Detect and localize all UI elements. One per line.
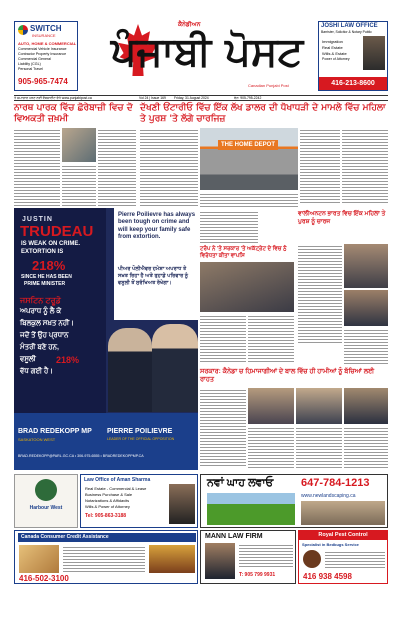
- switch-phone[interactable]: 905-965-7474: [18, 77, 68, 86]
- credit-phone[interactable]: 416-502-3100: [19, 574, 69, 583]
- harbour-west-ad[interactable]: [14, 474, 78, 528]
- ad-mp1: BRAD REDEKOPP MP: [18, 428, 92, 435]
- ad-line3: SINCE HE HAS BEEN: [21, 274, 72, 280]
- switch-brand: SWITCH: [30, 24, 62, 33]
- switch-line-5: Liability (CGL): [18, 62, 41, 66]
- politician-photo-1: [108, 328, 152, 412]
- info-vol: Vol 24 | Issue 169: [139, 96, 166, 100]
- headline-main[interactable]: ਦੱਖਣੀ ਓਂਟਾਰੀਓ ਵਿੱਚ ਇੱਕ ਲੱਖ ਡਾਲਰ ਦੀ ਧੋਖਾਧੜੀ ਦੇ ਮਾਮਲੇ ਵਿੱਚ ਮਹਿਲਾ ਤੇ ਪੁਰਸ਼ 'ਤੇ ਲੱਗੇ ਚਾਰਜਿਜ਼: [140, 103, 386, 124]
- credit-photo: [19, 545, 59, 573]
- ad-mp2: PIERRE POILIEVRE: [107, 428, 173, 435]
- joshi-subtitle: Barrister, Solicitor & Notary Public: [321, 30, 372, 34]
- mann-title: MANN LAW FIRM: [205, 533, 263, 540]
- landscaping-pa: ਨਵਾਂ ਘਾਹ ਲਵਾਓ: [207, 477, 274, 489]
- article-photo-r-4: [248, 388, 294, 424]
- article-text-r-9: [344, 426, 388, 468]
- aman-line-4: Wills & Power of Attorney: [85, 504, 130, 509]
- politician-photo-2: [152, 324, 198, 412]
- article-text-r-6: [200, 388, 246, 468]
- credit-assistance-ad[interactable]: [14, 530, 198, 584]
- joshi-photo: [363, 36, 385, 70]
- headline-right-2[interactable]: ਵਾਲੀਅਨਟਨ ਭਾਰਤ ਵਿਚ ਇੱਕ ਮਹਿਲਾ ਤੇ ਪੁਰਸ਼ ਨੂੰ ਚਾਰਜ: [298, 211, 386, 225]
- switch-sub: INSURANCE: [32, 33, 56, 38]
- article-text-left-1: [14, 128, 60, 208]
- landscaping-ad[interactable]: [200, 474, 388, 528]
- credit-title: Canada Consumer Credit Assistance: [18, 533, 196, 542]
- patio-image: [301, 501, 385, 525]
- royal-phone[interactable]: 416 938 4598: [303, 572, 352, 581]
- home-depot-sign: THE HOME DEPOT: [218, 140, 278, 150]
- landscaping-site[interactable]: www.newlandscaping.ca: [301, 493, 356, 499]
- tagline: Canadian Punjabi Post: [248, 83, 289, 88]
- info-right: ਫੋਨ: 905-795-2242: [234, 96, 262, 100]
- article-photo-r-6: [344, 388, 388, 424]
- article-photo-r-1: [200, 262, 294, 312]
- article-text-r-8: [296, 426, 342, 468]
- ad-pa-2: ਅਪਰਾਧ ਨੂੰ ਲੈ ਕੇ: [20, 308, 62, 315]
- joshi-item-4: Power of Attorney: [322, 57, 350, 61]
- aman-line-2: Business Purchase & Sale: [85, 492, 133, 497]
- article-photo-r-2: [344, 244, 388, 288]
- mann-photo: [205, 543, 235, 579]
- article-photo-r-5: [296, 388, 342, 424]
- royal-sub: Specialist in Bedbugs Service: [302, 542, 359, 547]
- building-icon: [35, 479, 57, 501]
- harbour-west-name: Harbour West: [29, 505, 63, 511]
- ad-pa-7: ਵੱਧ ਗਈ ਹੈ।: [20, 368, 54, 375]
- lawn-image: [207, 493, 295, 525]
- joshi-item-1: Immigration: [322, 39, 343, 44]
- info-left[interactable]: ਤੇ ਸਮਾਚਾਰ ਪੜਣ ਲਈ ਵੈਬਸਾਈਟ ਵੇਖੋ www.punjabipost.ca: [14, 96, 92, 100]
- article-text-left-3: [98, 128, 136, 208]
- ad-trudeau: TRUDEAU: [20, 223, 94, 240]
- switch-line-3: Contractor Property Insurance: [18, 52, 67, 56]
- aman-phone[interactable]: Tel: 905-863-3188: [85, 513, 127, 519]
- article-text-r-3: [248, 314, 294, 364]
- article-photo-left: [62, 128, 96, 162]
- ad-pa-4: ਜਦੋਂ ਤੋਂ ਉਹ ਪ੍ਰਧਾਨ: [20, 332, 69, 339]
- article-text-r-7: [248, 426, 294, 468]
- aman-photo: [169, 484, 195, 524]
- ad-contact[interactable]: BRAD.REDEKOPP@PARL.GC.CA • 306-975-6555 • BRADREDEKOPPMP.CA: [18, 454, 144, 458]
- headline-bottom[interactable]: ਸਰਕਾਰ: ਕੈਨੇਡਾ ਚ ਹਿਮਾਜਾਗੀਆਂ ਦੇ ਬਾਲ ਵਿੱਚ ਹੀ ਹਾਮੀਆਂ ਨੂੰ ਬੱਚਿਆਂ ਲਈ ਰਾਹਤ: [200, 368, 375, 383]
- article-text-mid-2: [300, 128, 340, 204]
- royal-title: Royal Pest Control: [299, 531, 387, 540]
- ad-line4: PRIME MINISTER: [24, 281, 66, 287]
- ad-pa-5: ਮੰਤਰੀ ਬਣੇ ਹਨ,: [20, 344, 59, 351]
- switch-insurance-ad[interactable]: [14, 21, 78, 91]
- article-text-r-1: [200, 210, 258, 244]
- joshi-phone[interactable]: 416-213-8600: [319, 77, 387, 90]
- mann-text: [239, 543, 293, 569]
- ad-line1: IS WEAK ON CRIME.: [21, 241, 81, 247]
- article-text-left-2: [62, 164, 96, 208]
- headline-trump[interactable]: ਟਰੰਪ ਨੇ 'ਤੇ ਸਰਕਾਰ 'ਤੇ ਅਕੱਟ੍ਰੇਟ ਦੇ ਵਿਚ ਨੁੰ ਵਿਰੋਧਤਾ ਕੀਤਾ ਵਾਪਸਿ: [200, 246, 287, 259]
- article-text-r-4: [298, 244, 342, 344]
- paper-title: ਪੰਜਾਬੀ ਪੋਸਟ: [110, 29, 304, 75]
- article-text-mid-3: [342, 128, 388, 204]
- credit-text: [63, 545, 145, 573]
- ad-pa-6: ਵਸੂਲੀ: [20, 356, 36, 363]
- joshi-item-2: Real Estate: [322, 45, 343, 50]
- article-text-r-5: [344, 328, 388, 364]
- canadian-tag: ਕੈਨੇਡੀਅਨ: [178, 22, 201, 28]
- article-text-mid-4: [200, 192, 298, 208]
- royal-text: [325, 550, 385, 570]
- switch-logo-icon: [18, 25, 28, 35]
- ad-quote-pa: ਪੀਅਰ ਪੋਲੀਐਵਰ ਹਮੇਸ਼ਾ ਅਪਰਾਧ ਤੇ ਸਖ਼ਤ ਰਿਹਾ ਹੈ ਅਤੇ ਤੁਹਾਡੇ ਪਰਿਵਾਰ ਨੂੰ ਵਸੂਲੀ ਤੋਂ ਸੁਰੱਖਿਅਤ ਰੱਖੇਗਾ।: [118, 266, 189, 286]
- masthead: [0, 0, 400, 96]
- ad-quote: Pierre Poilievre has always been tough on crime and will keep your family safe from extortion.: [118, 212, 196, 241]
- landscaping-phone[interactable]: 647-784-1213: [301, 477, 370, 489]
- switch-line-1: AUTO, HOME & COMMERCIAL: [18, 41, 77, 46]
- article-text-r-2: [200, 314, 246, 364]
- aman-line-1: Real Estate - Commercial & Lease: [85, 486, 147, 491]
- ad-line2: EXTORTION IS: [21, 249, 64, 255]
- switch-line-2: Commercial Vehicle Insurance: [18, 47, 67, 51]
- article-photo-r-3: [344, 290, 388, 326]
- credit-photo-2: [149, 545, 195, 573]
- ad-pa-pct: 218%: [56, 355, 80, 365]
- mann-phone[interactable]: T: 905 799 9931: [239, 572, 276, 578]
- switch-line-6: Personal Travel: [18, 67, 43, 71]
- home-depot-photo: [200, 128, 298, 190]
- ad-pct: 218%: [32, 258, 66, 273]
- ad-pa-3: ਬਿਲਕੁਲ ਸਖ਼ਤ ਨਹੀਂ।: [20, 320, 74, 327]
- aman-line-3: Notarizations & Affidavits: [85, 498, 130, 503]
- info-date: Friday, 31 August 2024: [174, 96, 209, 100]
- aman-title: Law Office of Aman Sharma: [84, 477, 151, 483]
- joshi-title: JOSHI LAW OFFICE: [321, 23, 378, 29]
- political-ad[interactable]: [14, 208, 198, 470]
- ad-pa-1: ਜਸਟਿਨ ਟਰੂਡੋ: [20, 296, 61, 305]
- ad-justin: JUSTIN: [22, 216, 53, 223]
- article-text-mid-1: [140, 128, 198, 208]
- mann-law-ad[interactable]: [200, 530, 296, 584]
- ad-mp1-sub: SASKATOON WEST: [18, 437, 56, 442]
- joshi-item-3: Wills & Estate: [322, 51, 347, 56]
- joshi-law-ad[interactable]: [318, 21, 388, 91]
- headline-left[interactable]: ਨਾਰਥ ਪਾਰਕ ਵਿੱਚ ਛੋਰੇਬਾਜ਼ੀ ਵਿਚ ਦੋ ਵਿਅਕਤੀ ਜ਼ਖ਼ਮੀ: [14, 103, 133, 124]
- royal-pest-ad[interactable]: [298, 530, 388, 584]
- bug-icon: [303, 550, 321, 568]
- switch-line-4: Commercial General: [18, 57, 51, 61]
- ad-mp2-sub: LEADER OF THE OFFICIAL OPPOSITION: [107, 437, 175, 441]
- info-bar: [14, 95, 388, 101]
- aman-sharma-ad[interactable]: [80, 474, 198, 528]
